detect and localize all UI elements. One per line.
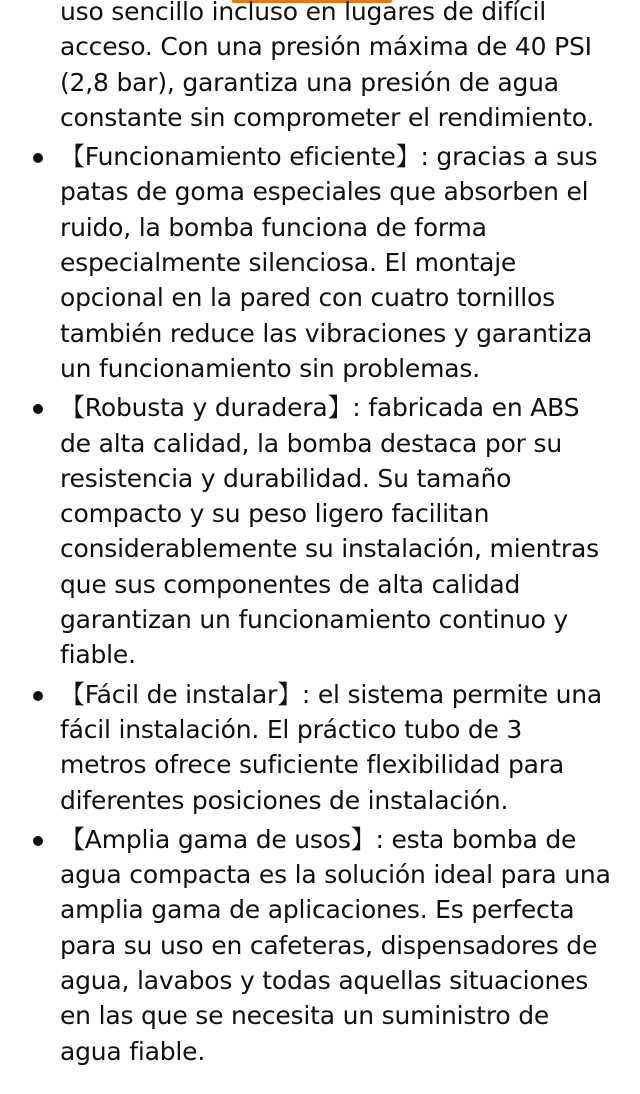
bullet-line: fiable. <box>60 640 136 670</box>
bullet-line: agua, lavabos y todas aquellas situaciones <box>60 966 589 996</box>
bullet-line: de alta calidad, la bomba destaca por su <box>60 428 562 458</box>
bullet-line: fácil instalación. El práctico tubo de 3 <box>60 714 523 744</box>
bullet-dot-icon <box>33 153 43 163</box>
bullet-line: patas de goma especiales que absorben el <box>60 177 589 207</box>
bullet-dot-icon <box>33 404 43 414</box>
bullet-line: opcional en la pared con cuatro tornillos <box>60 283 555 313</box>
bullet-line: diferentes posiciones de instalación. <box>60 785 509 815</box>
bullet-line: también reduce las vibraciones y garantiza <box>60 318 593 348</box>
bullet-line: para su uso en cafeteras, dispensadores de <box>60 930 598 960</box>
bullet-dot-icon <box>33 691 43 701</box>
bullet-line: 【Robusta y duradera】: fabricada en ABS <box>60 393 580 423</box>
intro-line: acceso. Con una presión máxima de 40 PSI <box>60 32 592 62</box>
bullet-funcionamiento-eficiente <box>0 139 640 386</box>
bullet-line: en las que se necesita un suministro de <box>60 1001 550 1031</box>
bullet-line: metros ofrece suficiente flexibilidad para <box>60 750 565 780</box>
bullet-line: resistencia y durabilidad. Su tamaño <box>60 463 512 493</box>
bullet-amplia-gama-usos <box>0 822 640 1069</box>
bullet-line: ruido, la bomba funciona de forma <box>60 212 487 242</box>
bullet-line: que sus componentes de alta calidad <box>60 569 521 599</box>
bullet-line: 【Funcionamiento eficiente】: gracias a sus <box>60 142 598 172</box>
bullet-line: considerablemente su instalación, mientras <box>60 534 599 564</box>
bullet-line: agua compacta es la solución ideal para una <box>60 860 611 890</box>
bullet-line: un funcionamiento sin problemas. <box>60 353 480 383</box>
feature-bullet-list <box>0 139 640 1069</box>
intro-line: constante sin comprometer el rendimiento. <box>60 102 595 132</box>
bullet-robusta-duradera <box>0 390 640 672</box>
bullet-line: agua fiable. <box>60 1036 206 1066</box>
bullet-line: especialmente silenciosa. El montaje <box>60 248 517 278</box>
intro-paragraph <box>0 0 640 135</box>
bullet-line: 【Fácil de instalar】: el sistema permite una <box>60 679 603 709</box>
intro-line: (2,8 bar), garantiza una presión de agua <box>60 67 559 97</box>
bullet-dot-icon <box>33 836 43 846</box>
bullet-line: 【Amplia gama de usos】: esta bomba de <box>60 824 577 854</box>
bullet-facil-instalar <box>0 677 640 818</box>
bullet-line: garantizan un funcionamiento continuo y <box>60 605 569 635</box>
intro-line: uso sencillo incluso en lugares de difícil <box>60 0 547 26</box>
bullet-line: amplia gama de aplicaciones. Es perfecta <box>60 895 575 925</box>
bullet-line: compacto y su peso ligero facilitan <box>60 499 490 529</box>
